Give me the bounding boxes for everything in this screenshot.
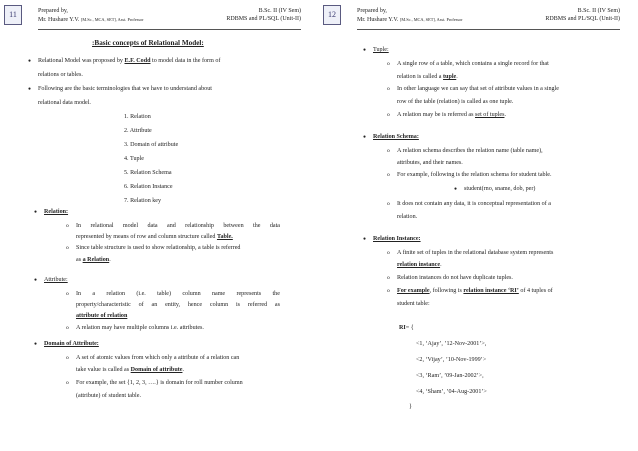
relation-para-line-1: o In relational model data and relationship between the data bbox=[76, 223, 280, 230]
header-author-block bbox=[357, 8, 463, 24]
schema-para-line-1: o A relation schema describes the relation name (table name), bbox=[397, 148, 543, 155]
intro-line-1: ● Relational Model was proposed by E.F. Codd to model data in the form of bbox=[38, 58, 220, 65]
instance-para-line-1: o A finite set of tuples in the relational database system represents bbox=[397, 250, 553, 257]
ri-row: <2, ‘Vijay’, ’10-Nov-1999’> bbox=[416, 357, 487, 363]
instance-para-line-2: relation instance. bbox=[397, 262, 442, 268]
term-item: 1. Relation bbox=[124, 114, 151, 120]
attribute-para2: o A relation may have multiple columns i.e. attributes. bbox=[76, 325, 204, 332]
domain-heading: ● Domain of Attribute: bbox=[44, 341, 99, 348]
instance-para2: o Relation instances do not have duplicate tuples. bbox=[397, 275, 513, 282]
ri-open: RI= { bbox=[399, 325, 414, 331]
course: B.Sc. II (IV Sem) bbox=[258, 8, 301, 14]
intro-line-2: relations or tables. bbox=[38, 72, 83, 78]
schema-para2: o For example, following is the relation schema for student table. bbox=[397, 172, 552, 179]
relation-para2-line-1: o Since table structure is used to show relationship, a table is referred bbox=[76, 245, 240, 252]
term-item: 3. Domain of attribute bbox=[124, 142, 179, 148]
domain-para-line-2: take value is called as Domain of attribute. bbox=[76, 367, 184, 373]
header-course-block bbox=[226, 8, 301, 23]
tuple-para-line-1: o A single row of a table, which contains a single record for that bbox=[397, 61, 549, 68]
subject: RDBMS and PL/SQL (Unit-II) bbox=[226, 15, 301, 22]
ri-row: <3, ‘Ram’, ’09-Jan-2002’>, bbox=[416, 373, 484, 379]
relation-para-line-2: represented by means of row and column structure called Table. bbox=[76, 234, 233, 240]
ri-row: <1, ‘Ajay’, ’12-Nov-2001’>, bbox=[416, 341, 487, 347]
domain-para2-line-1: o For example, the set {1, 2, 3, ….} is domain for roll number column bbox=[76, 380, 243, 387]
intro2-line-2: relational data model. bbox=[38, 100, 91, 106]
header-rule bbox=[357, 29, 620, 30]
course: B.Sc. II (IV Sem) bbox=[577, 8, 620, 14]
relation-heading: ● Relation: bbox=[44, 209, 68, 216]
prepared-by: Prepared by, bbox=[357, 8, 387, 14]
page-title: :Basic concepts of Relational Model: bbox=[92, 39, 204, 47]
schema-para3-line-1: o It does not contain any data, it is conceptual representation of a bbox=[397, 201, 551, 208]
tuple-para-line-2: relation is called a tuple. bbox=[397, 74, 458, 80]
attribute-heading: ● Attribute: bbox=[44, 277, 68, 284]
prepared-by: Prepared by, bbox=[38, 8, 68, 14]
term-item: 7. Relation key bbox=[124, 198, 162, 204]
schema-para-line-2: attributes, and their names. bbox=[397, 160, 463, 166]
tuple-para2-line-2: row of the table (relation) is called as one tuple. bbox=[397, 99, 514, 105]
relation-para2-line-2: as a Relation. bbox=[76, 257, 111, 263]
term-item: 6. Relation Instance bbox=[124, 184, 173, 190]
tuple-para2-line-1: o In other language we can say that set of attribute values in a single bbox=[397, 86, 559, 93]
domain-para-line-1: o A set of atomic values from which only a attribute of a relation can bbox=[76, 355, 239, 362]
header-course-block bbox=[545, 8, 620, 23]
page-number: 11 bbox=[4, 5, 22, 25]
attribute-para-line-1: o In a relation (i.e. table) column name represents the bbox=[76, 291, 280, 298]
author-line: Mr. Hushare Y.V. [M.Sc., MCA, SET], Asst. Professor bbox=[357, 16, 463, 23]
instance-heading: ● Relation Instance: bbox=[373, 236, 421, 243]
ri-close: } bbox=[409, 404, 412, 410]
schema-para3-line-2: relation. bbox=[397, 214, 418, 220]
tuple-para3: o A relation may be is referred as set of tuples. bbox=[397, 112, 506, 119]
term-item: 2. Attribute bbox=[124, 128, 152, 134]
term-item: 5. Relation Schema bbox=[124, 170, 172, 176]
term-item: 4. Tuple bbox=[124, 156, 144, 162]
page-number: 12 bbox=[323, 5, 341, 25]
attribute-para-line-2: property/characteristic of an entity, hence column is referred as bbox=[76, 302, 280, 308]
tuple-heading: ● Tuple: bbox=[373, 47, 389, 54]
header-rule bbox=[38, 29, 301, 30]
attribute-para-line-3: attribute of relation bbox=[76, 313, 128, 319]
intro2-line-1: ● Following are the basic terminologies that we have to understand about bbox=[38, 86, 212, 93]
subject: RDBMS and PL/SQL (Unit-II) bbox=[545, 15, 620, 22]
ri-row: <4, ‘Sham’, ’04-Aug-2001’> bbox=[416, 389, 487, 395]
instance-para3-line-1: o For example, following is relation instance ‘RI’ of 4 tuples of bbox=[397, 288, 553, 295]
author-line: Mr. Hushare Y.V. [M.Sc., MCA, SET], Asst. Professor bbox=[38, 16, 144, 23]
schema-example: ● student(rno, sname, dob, per) bbox=[464, 186, 535, 193]
instance-para3-line-2: student table: bbox=[397, 301, 430, 307]
header-author-block bbox=[38, 8, 144, 24]
right-page bbox=[319, 0, 638, 451]
schema-heading: ● Relation Schema: bbox=[373, 134, 419, 141]
domain-para2-line-2: (attribute) of student table. bbox=[76, 393, 141, 399]
